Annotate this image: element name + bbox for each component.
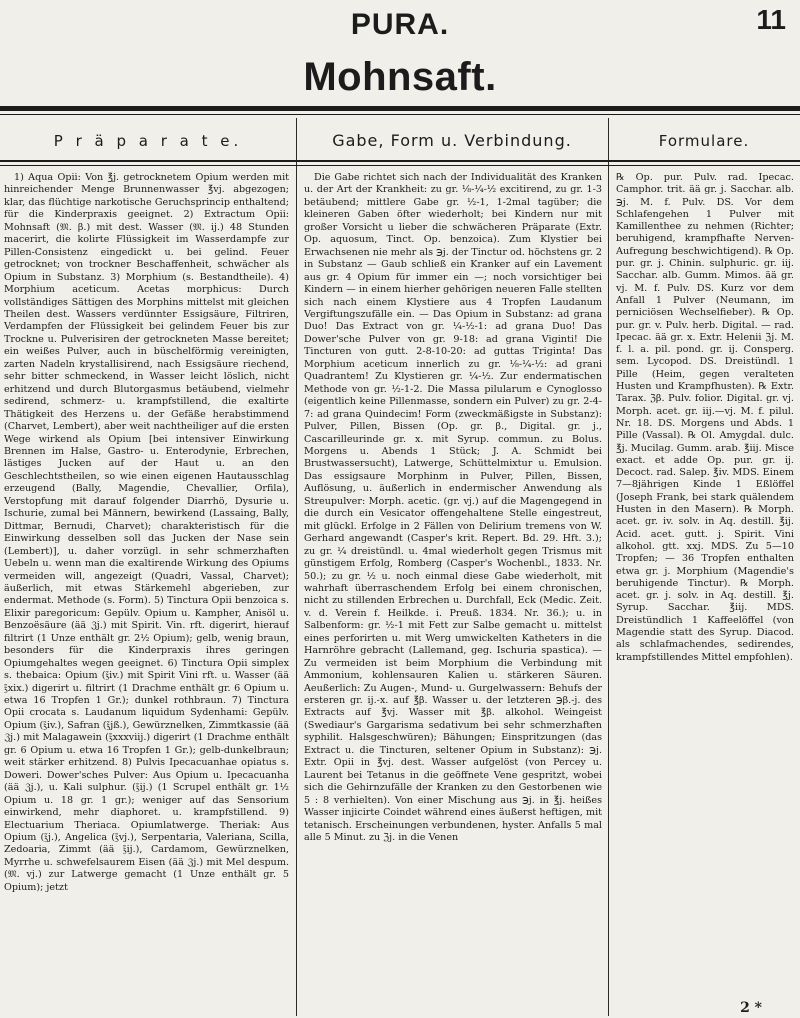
formulas-text: ℞ Op. pur. Pulv. rad. Ipecac. Camphor. trit. ää gr. j. Sacchar. alb. ℈j. M. f. Pulv. DS. Vor dem Schlafengehen 1 Pulver mit Kamillenthee zu nehmen (Richter; beruhigend, krampfhafte Nerven-Aufregung beschwichtigend). ℞ Op. pur. gr. j. Chinin. sulphuric. gr. iij. Sacchar. alb. Gumm. Mimos. ää gr. vj. M. f. Pulv. DS. Kurz vor dem Anfall 1 Pulver (Neumann, im perniciösen Wechselfieber). ℞ Op. pur. gr. v. Pulv. herb. Digital. — rad. Ipecac. ää gr. x. Extr. Helenii ℨj. M. f. l. a. pil. pond. gr. ij. Consperg. sem. Lycopod. DS. Dreistündl. 1 Pille (Heim, gegen veralteten Husten und Krampfhusten). ℞ Extr. Tarax. ℨβ. Pulv. folior. Digital. gr. vj. Morph. acet. gr. iij.—vj. M. f. pilul. Nr. 18. DS. Morgens und Abds. 1 Pille (Vassal). ℞ Ol. Amygdal. dulc. ℥j. Mucilag. Gumm. arab. ℥iij. Misce exact. et adde Op. pur. gr. ij. Decoct. rad. Salep. ℥iv. MDS. Einem 7—8jährigen Kinde 1 Eßlöffel (Joseph Frank, bei stark quälendem Husten in den Masern). ℞ Morph. acet. gr. iv. solv. in Aq. destill. ℥ij. Acid. acet. gutt. j. Spirit. Vini alkohol. gtt. xxj. MDS. Zu 5—10 Tropfen; — 36 Tropfen enthalten etwa gr. j. Morphium (Magendie's beruhigende Tinctur). ℞ Morph. acet. gr. j. solv. in Aq. destill. ℥j. Syrup. Sacchar. ℥iij. MDS. Dreistündlich 1 Kaffeelöffel (von Magendie statt des Syrup. Diacod. als schlafmachendes, sedirendes, krampfstillendes Mittel empfohlen). [616,172,794,663]
page-number: 11 [756,4,786,35]
dosage-column [304,172,602,1014]
running-head [0,2,800,42]
preparations-column [4,172,289,1014]
heading-rule-thick [0,160,800,162]
column-heading-dosage: Gabe, Form u. Verbindung. [332,131,572,150]
dosage-text: Die Gabe richtet sich nach der Individualität des Kranken u. der Art der Krankheit: zu gr. ⅛-¼-½ excitirend, zu gr. 1-3 betäubend; mittlere Gabe gr. ½-1, 1-2mal tagüber; die kleineren Gaben öfter wiederholt; bei Kindern nur mit großer Vorsicht u lieber die schwächeren Präparate (Extr. Op. aquosum, Tinct. Op. benzoica). Zum Klystier bei Erwachsenen nie mehr als ℈j. der Tinctur od. höchstens gr. 2 in Substanz — Gaub schließ ein Kranker auf ein Lavement aus gr. 4 Opium für immer ein —; noch vorsichtiger bei Kindern — in einem hierher gehörigen neueren Falle stellten sich nach einem Klystiere aus 4 Tropfen Laudanum Vergiftungszufälle ein. — Das Opium in Substanz: ad grana Duo! Das Extract von gr. ¼-½-1: ad grana Duo! Das Dower'sche Pulver von gr. 9-18: ad grana Viginti! Die Tincturen von gutt. 2-8-10-20: ad guttas Triginta! Das Morphium aceticum innerlich zu gr. ⅛-¼-½: ad grani Quadrantem! Zu Klystieren gr. ¼-½. Zur endermatischen Methode von gr. ½-1-2. Die Massa pilularum e Cynoglosso (eigentlich keine Pillenmasse, sondern ein Pulver) zu gr. 2-4-7: ad grana Quindecim! Form (zweckmäßigste in Substanz): Pulver, Pillen, Bissen (Op. gr. β., Digital. gr. j., Cascarilleurinde gr. x. mit Syrup. commun. zu Bolus. Morgens u. Abends 1 Stück; J. A. Schmidt bei Brustwassersucht), Latwerge, Schüttelmixtur u. Emulsion. Das essigsaure Morphinm in Pulver, Pillen, Bissen, Auflösung, u. äußerlich in endermischer Anwendung als Streupulver: Morph. acetic. (gr. vj.) auf die Magengegend in die durch ein Vesicator offengehaltene Stelle eingestreut, mit glückl. Erfolge in 2 Fällen von Delirium tremens von W. Gerhard angewandt (Casper's krit. Repert. Bd. 29. Hft. 3.); zu gr. ¼ dreistündl. u. 4mal wiederholt gegen Trismus mit günstigem Erfolg, Romberg (Casper's Wochenbl., 1833. Nr. 50.); zu gr. ½ u. noch einmal diese Gabe wiederholt, mit wahrhaft überraschendem Erfolg bei einem chronischen, nicht zu stillenden Erbrechen u. Durchfall, Eck (Medic. Zeit. v. d. Verein f. Heilkde. i. Preuß. 1834. Nr. 36.); u. in Salbenform: gr. ½-1 mit Fett zur Salbe gemacht u. mittelst eines perforirten u. mit Werg umwickelten Katheters in die Harnröhre gebracht (Lallemand, geg. Ischuria spastica). — Zu vermeiden ist beim Morphium die Verbindung mit Ammonium, kohlensauren Kalien u. stärkeren Säuren. Aeußerlich: Zu Augen-, Mund- u. Gurgelwassern: Behufs der ersteren gr. ij.-x. auf ℥β. Wasser u. der letzteren ℈β.-j. des Extracts auf ℥vj. Wasser mit ℥β. alkohol. Weingeist (Swediaur's Gargarisma sedativum bei sehr schmerzhaften syphilit. Halsgeschwüren); Bähungen; Einspritzungen (das Extract u. die Tincturen, seltener Opium in Substanz): ℈j. Extr. Opii in ℥vj. dest. Wasser aufgelöst (von Percey u. Laurent bei Tetanus in die geöffnete Vene gespritzt, wobei sich die Gehirnzufälle der Kranken zu den Gestorbenen wie 5 : 8 verhielten). Von einer Mischung aus ℈j. in ℥j. heißes Wasser injicirte Coindet während eines äußerst heftigen, mit tetanisch. Erscheinungen verbundenen, hyster. Anfalls 5 mal alle 5 Minut. zu ℨj. in die Venen [304,172,602,844]
formulas-column [616,172,794,1014]
heading-rule-thin [0,165,800,166]
column-divider-2 [608,118,609,1016]
column-headings [0,124,800,158]
header-rule-thick [0,106,800,111]
header-rule-thin [0,114,800,115]
column-heading-formulas: Formulare. [658,132,750,150]
signature-mark: 2 * [740,1000,762,1016]
column-heading-preparations: P r ä p a r a t e. [53,132,243,150]
running-head-title: PURA. [350,8,450,41]
column-divider-1 [296,118,297,1016]
preparations-text: 1) Aqua Opii: Von ℥j. getrocknetem Opium werden mit hinreichender Menge Brunnenwasser ℥vj. abgezogen; klar, das flüchtige narkotische Geruchsprincip enthaltend; für die Kinderpraxis geeignet. 2) Extractum Opii: Mohnsaft (𝔐. β.) mit dest. Wasser (𝔐. ij.) 48 Stunden macerirt, die kolirte Flüssigkeit im Wasserdampfe zur Pillen-Consistenz eingedickt u. bei gelind. Feuer getrocknet; von trockner Beschaffenheit, schwächer als Opium in Substanz. 3) Morphium (s. Bestandtheile). 4) Morphium aceticum. Acetas morphicus: Durch vollständiges Sättigen des Morphins mittelst mit gleichen Theilen dest. Wassers verdünnter Essigsäure, Filtriren, Verdampfen der Flüssigkeit bei gelindem Feuer bis zur Trockne u. Pulverisiren der getrockneten Masse bereitet; ein weißes Pulver, auch in büschelförmig vereinigten, zarten Nadeln krystallisirend, nach Essigsäure riechend, sehr bitter schmeckend, in Wasser leicht löslich, nicht erhitzend und durch Blutorgasmus betäubend, vielmehr sedirend, schmerz- u. krampfstillend, die exaltirte Thätigkeit des Herzens u. der Gefäße herabstimmend (Charvet, Lembert), aber weit nachtheiliger auf die ersten Wege wirkend als Opium [bei intensiver Einwirkung Brennen im Halse, Gastro- u. Enterodynie, Erbrechen, lästiges Jucken auf der Haut u. an den Geschlechtstheilen, so wie einen eigenen Hautausschlag erzeugend (Bally, Magendie, Chevallier, Orfila), Verstopfung mit darauf folgender Diarrhö, Dysurie u. Ischurie, zumal bei Männern, bewirkend (Lassaing, Bally, Dittmar, Bernudi, Charvet); charakteristisch für die Einwirkung desselben soll das Jucken der Nase sein (Lembert)], u. daher vorzügl. in sehr schmerzhaften Uebeln u. wenn man die exaltirende Wirkung des Opiums vermeiden will, angezeigt (Quadri, Vassal, Charvet); äußerlich, mit etwas Stärkemehl abgerieben, zur endermat. Methode (s. Form). 5) Tinctura Opii benzoica s. Elixir paregoricum: Gepülv. Opium u. Kampher, Anisöl u. Benzoësäure (ää ℨj.) mit Spirit. Vin. rft. digerirt, hierauf filtrirt (1 Unze enthält gr. 2½ Opium); gelb, wenig braun, besonders für die Kinderpraxis ihres geringen Opiumgehaltes wegen geeignet. 6) Tinctura Opii simplex s. thebaica: Opium (℥iv.) mit Spirit Vini rft. u. Wasser (ää ℥xix.) digerirt u. filtrirt (1 Drachme enthält gr. 6 Opium u. etwa 16 Tropfen 1 Gr.); dunkel rothbraun. 7) Tinctura Opii crocata s. Laudanum liquidum Sydenhami: Gepülv. Opium (℥iv.), Safran (℥jß.), Gewürznelken, Zimmtkassie (ää ℨj.) mit Malagawein (℥xxxviij.) digerirt (1 Drachme enthält gr. 6 Opium u. etwa 16 Tropfen 1 Gr.); gelb-dunkelbraun; weit stärker erhitzend. 8) Pulvis Ipecacuanhae opiatus s. Doweri. Dower'sches Pulver: Aus Opium u. Ipecacuanha (ää ℨj.), u. Kali sulphur. (℥ij.) (1 Scrupel enthält gr. 1½ Opium u. 18 gr. 1 gr.); weniger auf das Sensorium einwirkend, mehr diaphoret. u. krampfstillend. 9) Electuarium Theriaca. Opiumlatwerge. Theriak: Aus Opium (℥j.), Angelica (℥vj.), Serpentaria, Valeriana, Scilla, Zedoaria, Zimmt (ää ℥ij.), Cardamom, Gewürznelken, Myrrhe u. schwefelsaurem Eisen (ää ℨj.) mit Mel despum. (𝔐. vj.) zur Latwerge gemacht (1 Unze enthält gr. 5 Opium); jetzt [4,172,289,893]
section-title: Mohnsaft. [303,55,497,99]
